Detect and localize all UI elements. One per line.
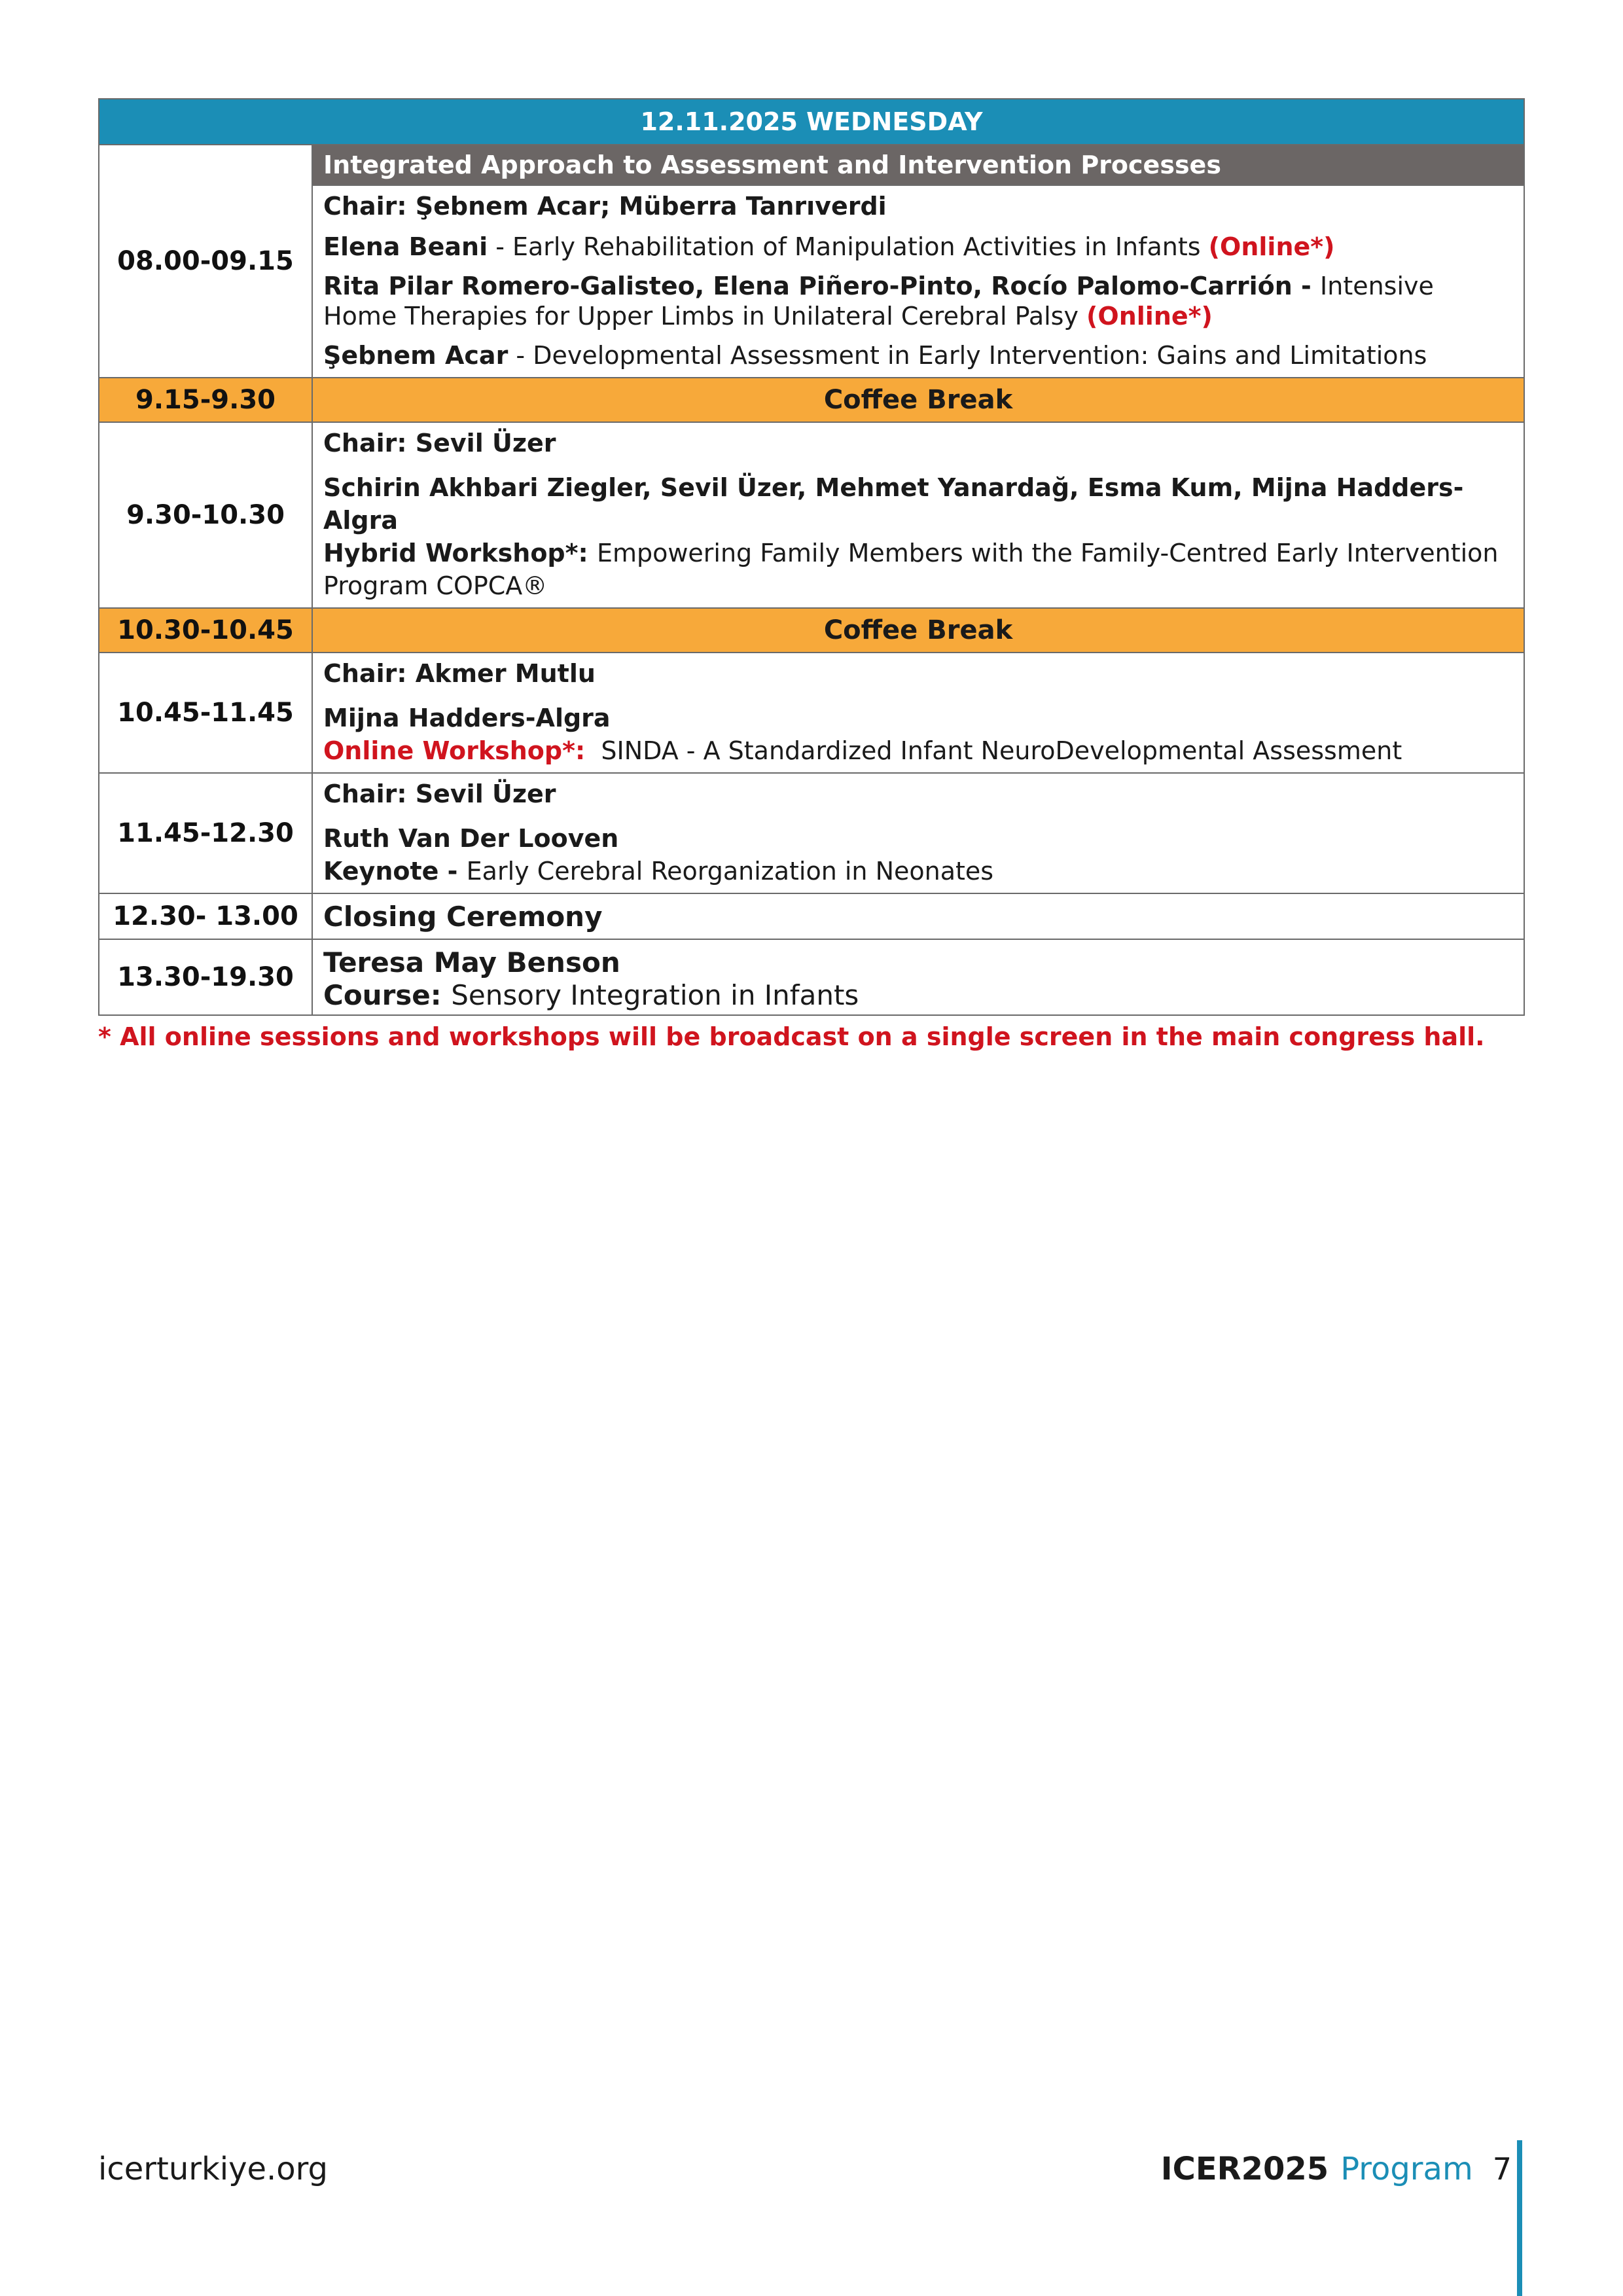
session-topic: SINDA - A Standardized Infant NeuroDevelopmental Assessment bbox=[601, 736, 1402, 765]
session-description bbox=[323, 537, 1513, 602]
talk-item bbox=[323, 339, 1513, 372]
talk-speaker: Elena Beani bbox=[323, 232, 488, 261]
session-content bbox=[312, 653, 1524, 773]
session-time: 12.30- 13.00 bbox=[99, 893, 312, 939]
schedule-table bbox=[98, 98, 1525, 1016]
session-description bbox=[323, 734, 1513, 767]
session-type: Keynote - bbox=[323, 857, 467, 886]
break-row bbox=[99, 608, 1524, 653]
session-chair: Chair: Sevil Üzer bbox=[323, 780, 556, 808]
session-row-5 bbox=[99, 893, 1524, 939]
page-number: 7 bbox=[1492, 2151, 1512, 2187]
session-row-1 bbox=[99, 145, 1524, 185]
talk-title: Developmental Assessment in Early Intervention: Gains and Limitations bbox=[533, 341, 1427, 370]
session-description bbox=[323, 979, 1513, 1012]
footer-brand: ICER2025 bbox=[1160, 2151, 1329, 2187]
talk-speaker: Rita Pilar Romero-Galisteo, Elena Piñero-Pinto, Rocío Palomo-Carrión - bbox=[323, 272, 1321, 300]
session-row-2 bbox=[99, 422, 1524, 608]
break-time: 9.15-9.30 bbox=[99, 378, 312, 422]
session-chair: Chair: Şebnem Acar; Müberra Tanrıverdi bbox=[323, 192, 887, 221]
session-row-3 bbox=[99, 653, 1524, 773]
session-content bbox=[312, 422, 1524, 608]
break-label: Coffee Break bbox=[312, 608, 1524, 653]
talk-title: Intensive Home Therapies for Upper Limbs in Unilateral Cerebral Palsy bbox=[323, 272, 1434, 331]
session-row-6 bbox=[99, 939, 1524, 1015]
day-header: 12.11.2025 WEDNESDAY bbox=[99, 99, 1524, 145]
footer-program-label bbox=[1161, 2151, 1512, 2187]
footer-website: icerturkiye.org bbox=[98, 2151, 329, 2187]
talk-item bbox=[323, 271, 1513, 331]
footer-program: Program bbox=[1340, 2151, 1473, 2187]
session-type: Online Workshop*: bbox=[323, 736, 586, 765]
online-tag: (Online*) bbox=[1208, 232, 1335, 261]
session-topic: Sensory Integration in Infants bbox=[451, 979, 859, 1011]
session-chair: Chair: Sevil Üzer bbox=[323, 429, 556, 457]
session-speakers: Schirin Akhbari Ziegler, Sevil Üzer, Mehmet Yanardağ, Esma Kum, Mijna Hadders-Algra bbox=[323, 473, 1464, 535]
online-tag: (Online*) bbox=[1086, 302, 1213, 331]
session-title: Integrated Approach to Assessment and Intervention Processes bbox=[312, 145, 1524, 185]
closing-ceremony: Closing Ceremony bbox=[312, 893, 1524, 939]
break-time: 10.30-10.45 bbox=[99, 608, 312, 653]
session-speakers: Ruth Van Der Looven bbox=[323, 824, 619, 853]
talk-separator: - bbox=[508, 341, 533, 370]
session-type: Course: bbox=[323, 979, 452, 1011]
session-time: 13.30-19.30 bbox=[99, 939, 312, 1015]
break-row bbox=[99, 378, 1524, 422]
session-description bbox=[323, 855, 1513, 888]
break-label: Coffee Break bbox=[312, 378, 1524, 422]
session-row-4 bbox=[99, 773, 1524, 893]
session-content bbox=[312, 185, 1524, 378]
session-type: Hybrid Workshop*: bbox=[323, 539, 597, 567]
session-time: 11.45-12.30 bbox=[99, 773, 312, 893]
session-topic: Early Cerebral Reorganization in Neonates bbox=[466, 857, 994, 886]
online-sessions-note: * All online sessions and workshops will be broadcast on a single screen in the main congress hall. bbox=[98, 1022, 1485, 1051]
session-speakers: Mijna Hadders-Algra bbox=[323, 704, 611, 732]
session-time: 08.00-09.15 bbox=[99, 145, 312, 378]
session-time: 10.45-11.45 bbox=[99, 653, 312, 773]
talk-separator: - bbox=[488, 232, 513, 261]
talk-item bbox=[323, 230, 1513, 263]
session-content bbox=[312, 773, 1524, 893]
session-time: 9.30-10.30 bbox=[99, 422, 312, 608]
footer-accent-bar bbox=[1517, 2140, 1522, 2296]
session-topic: Empowering Family Members with the Family-Centred Early Intervention Program COPCA® bbox=[323, 539, 1499, 600]
talk-speaker: Şebnem Acar bbox=[323, 341, 508, 370]
talk-title: Early Rehabilitation of Manipulation Activities in Infants bbox=[512, 232, 1209, 261]
session-speakers: Teresa May Benson bbox=[323, 946, 620, 978]
session-chair: Chair: Akmer Mutlu bbox=[323, 659, 596, 688]
session-content bbox=[312, 939, 1524, 1015]
